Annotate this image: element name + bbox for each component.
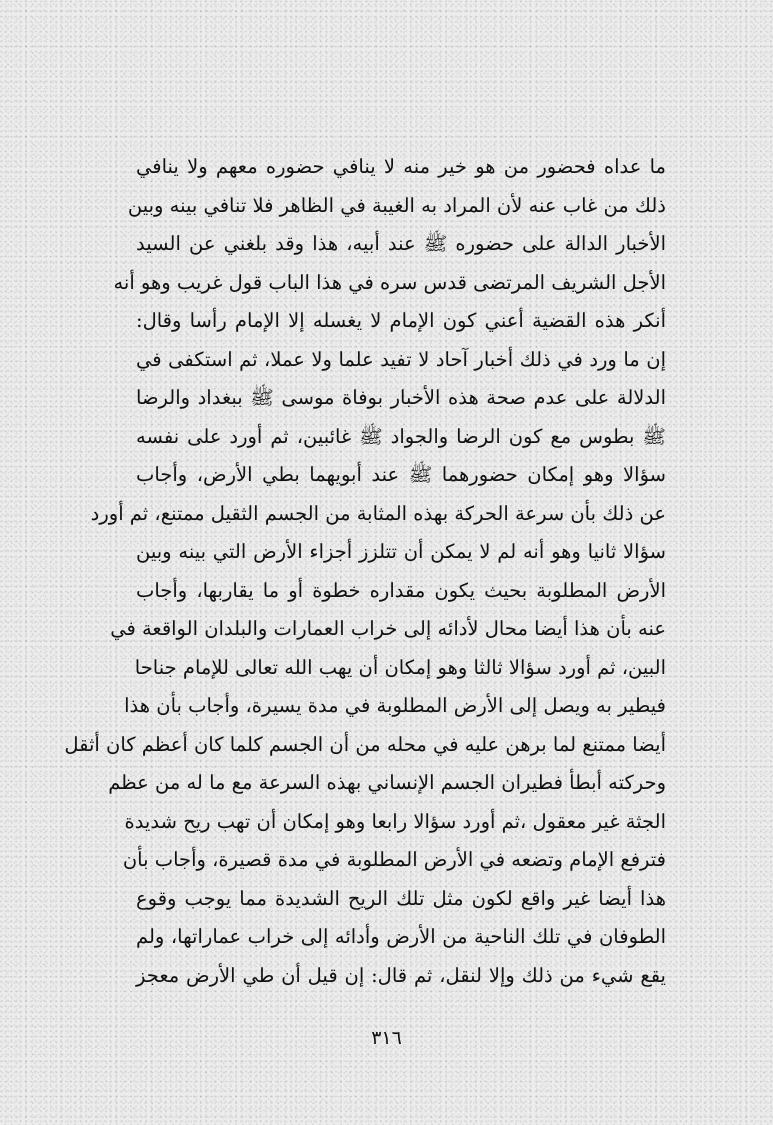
text-line: الأخبار الدالة على حضوره ﷺ عند أبيه، هذا وقد بلغني عن السيد — [136, 232, 666, 255]
text-line: سؤالا وهو إمكان حضورهما ﷺ عند أبويهما بطي الأرض، وأجاب — [136, 463, 666, 486]
text-line: إن ما ورد في ذلك أخبار آحاد لا تفيد علما ولا عملا، ثم استكفى في — [136, 347, 666, 371]
text-line: الدلالة على عدم صحة هذه الأخبار بوفاة موسى ﷺ ببغداد والرضا — [136, 386, 666, 409]
text-line: أيضا ممتنع لما برهن عليه في محله من أن الجسم كلما كان أعظم كان أثقل — [64, 732, 666, 756]
text-line: عن ذلك بأن سرعة الحركة بهذه المثابة من الجسم الثقيل ممتنع، ثم أورد — [90, 501, 666, 525]
text-line: أنكر هذه القضية أعني كون الإمام لا يغسله إلا الإمام رأسا وقال: — [136, 309, 666, 332]
text-line: فترفع الإمام وتضعه في الأرض المطلوبة في مدة قصيرة، وأجاب بأن — [122, 848, 666, 871]
text-line: هذا أيضا غير واقع لكون مثل تلك الريح الشديدة مما يوجب وقوع — [136, 886, 666, 910]
body-text — [64, 148, 666, 995]
text-line: الأجل الشريف المرتضى قدس سره في هذا الباب قول غريب وهو أنه — [113, 270, 666, 294]
text-line: ذلك من غاب عنه لأن المراد به الغيبة في الظاهر فلا تنافي بينه وبين — [127, 193, 666, 217]
text-line: سؤالا ثانيا وهو أنه لم لا يمكن أن تتلزز أجزاء الأرض التي بينه وبين — [136, 540, 666, 563]
text-line: ﷺ بطوس مع كون الرضا والجواد ﷺ غائبين، ثم أورد على نفسه — [136, 424, 666, 448]
page-number: ٣١٦ — [371, 1027, 402, 1049]
text-line: عنه بأن هذا أيضا محال لأدائه إلى خراب العمارات والبلدان الواقعة في — [110, 617, 666, 640]
text-line: فيطير به ويصل إلى الأرض المطلوبة في مدة يسيرة، وأجاب بأن هذا — [124, 694, 666, 717]
text-line: الطوفان في تلك الناحية من الأرض وأدائه إلى خراب عماراتها، ولم — [136, 925, 666, 948]
text-line: وحركته أبطأ فطيران الجسم الإنساني بهذه السرعة مع ما له من عظم — [108, 771, 666, 794]
text-line: ما عداه فحضور من هو خير منه لا ينافي حضوره معهم ولا ينافي — [136, 155, 666, 178]
text-line: يقع شيء من ذلك وإلا لنقل، ثم قال: إن قيل أن طي الأرض معجز — [136, 963, 666, 987]
text-line: الأرض المطلوبة بحيث يكون مقداره خطوة أو ما يقاربها، وأجاب — [136, 578, 666, 602]
text-line: الجثة غير معقول ،ثم أورد سؤالا رابعا وهو إمكان أن تهب ريح شديدة — [124, 809, 666, 833]
text-line: البين، ثم أورد سؤالا ثالثا وهو إمكان أن يهب الله تعالى للإمام جناحا — [134, 655, 666, 679]
